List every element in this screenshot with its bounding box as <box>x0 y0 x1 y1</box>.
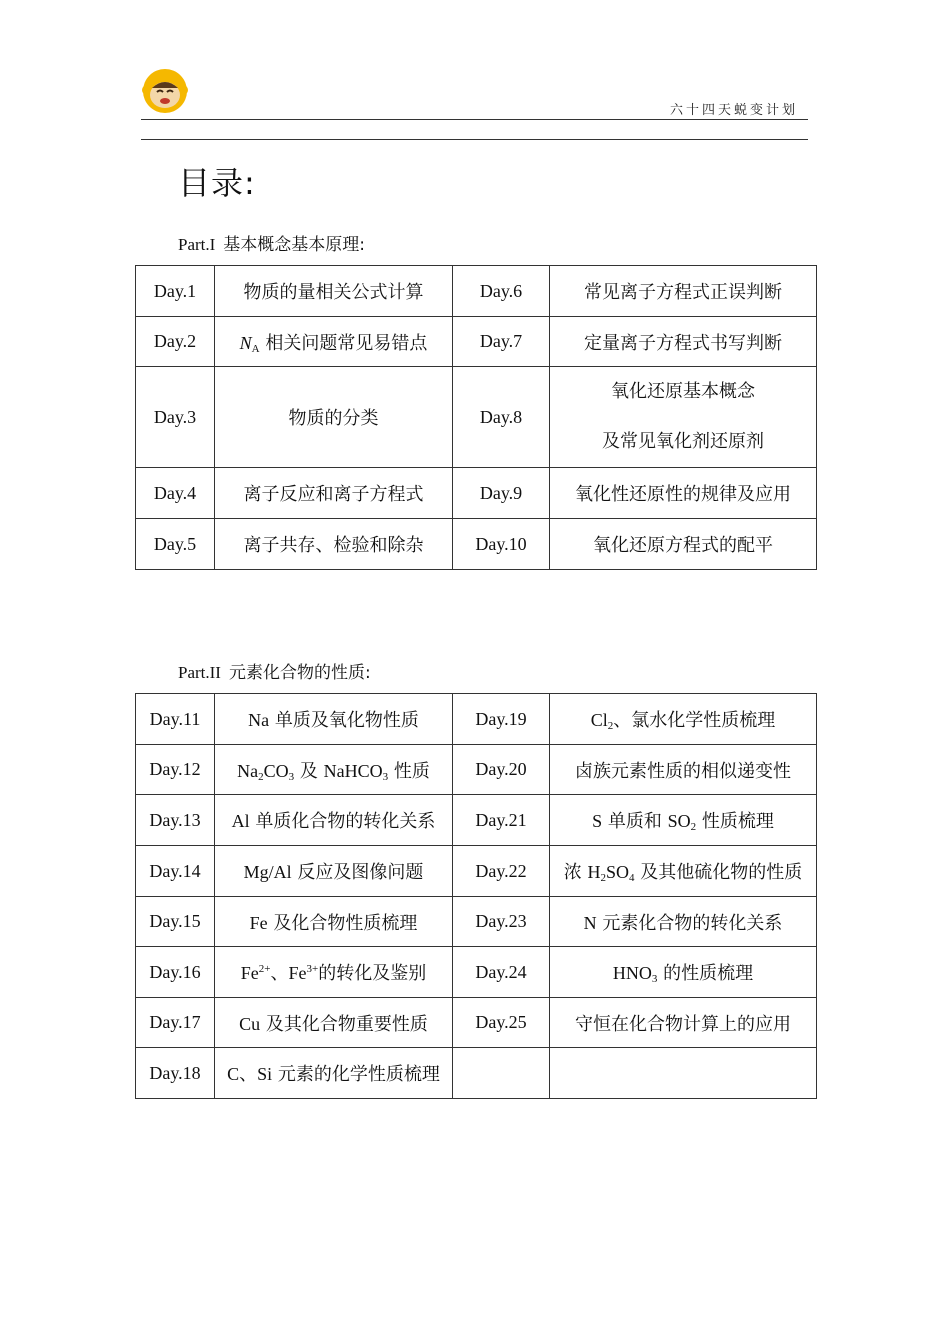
table-row <box>136 519 817 570</box>
topic-cell: 常见离子方程式正误判断 <box>550 266 817 317</box>
topic-cell: Fe 及化合物性质梳理 <box>215 897 453 947</box>
table-row <box>136 694 817 745</box>
table-row <box>136 468 817 519</box>
table-row <box>136 367 817 468</box>
day-label: Day.8 <box>453 367 550 468</box>
part1-label: Part.I <box>178 235 216 254</box>
topic-cell: Al 单质化合物的转化关系 <box>215 795 453 846</box>
topic-cell: $Na_2CO_3$ 及 NaHCO$_3$ 性质 <box>215 745 453 795</box>
topic-cell: 离子共存、检验和除杂 <box>215 519 453 570</box>
day-label <box>453 1048 550 1099</box>
day-label: Day.23 <box>453 897 550 947</box>
part2-table <box>135 693 817 1099</box>
day-label: Day.5 <box>136 519 215 570</box>
day-label: Day.1 <box>136 266 215 317</box>
day-label: Day.2 <box>136 317 215 367</box>
table-row <box>136 998 817 1048</box>
part2-label: Part.II <box>178 663 221 682</box>
topic-cell: 氧化性还原性的规律及应用 <box>550 468 817 519</box>
topic-cell <box>550 1048 817 1099</box>
part2-title: 元素化合物的性质: <box>228 663 371 683</box>
part1-title: 基本概念基本原理: <box>223 235 366 255</box>
topic-cell: $HNO_3$ 的性质梳理 <box>550 947 817 998</box>
topic-cell: C、Si 元素的化学性质梳理 <box>215 1048 453 1099</box>
topic-cell: 守恒在化合物计算上的应用 <box>550 998 817 1048</box>
day-label: Day.24 <box>453 947 550 998</box>
table-row <box>136 795 817 846</box>
day-label: Day.22 <box>453 846 550 897</box>
topic-cell: Mg/Al 反应及图像问题 <box>215 846 453 897</box>
day-label: Day.6 <box>453 266 550 317</box>
topic-cell: $N_A$ 相关问题常见易错点 <box>215 317 453 367</box>
day-label: Day.7 <box>453 317 550 367</box>
day-label: Day.15 <box>136 897 215 947</box>
topic-cell: Cu 及其化合物重要性质 <box>215 998 453 1048</box>
topic-cell: 氧化还原基本概念 及常见氧化剂还原剂 <box>550 367 817 468</box>
part1-heading <box>178 230 365 255</box>
topic-cell: 卤族元素性质的相似递变性 <box>550 745 817 795</box>
day-label: Day.13 <box>136 795 215 846</box>
day-label: Day.11 <box>136 694 215 745</box>
topic-cell: $Fe^{2+}$、$Fe^{3+}$的转化及鉴别 <box>215 947 453 998</box>
day-label: Day.17 <box>136 998 215 1048</box>
topic-cell: 物质的量相关公式计算 <box>215 266 453 317</box>
table-row <box>136 846 817 897</box>
monkey-logo-icon <box>141 68 189 114</box>
day-label: Day.16 <box>136 947 215 998</box>
day-label: Day.19 <box>453 694 550 745</box>
part1-table <box>135 265 817 570</box>
day-label: Day.14 <box>136 846 215 897</box>
header-rule-top <box>141 119 808 120</box>
day-label: Day.9 <box>453 468 550 519</box>
topic-cell: 物质的分类 <box>215 367 453 468</box>
header-rule-bottom <box>141 139 808 140</box>
topic-cell: 定量离子方程式书写判断 <box>550 317 817 367</box>
topic-cell: S 单质和 $SO_2$ 性质梳理 <box>550 795 817 846</box>
topic-cell: 离子反应和离子方程式 <box>215 468 453 519</box>
header-title: 六十四天蜕变计划 <box>669 103 798 118</box>
day-label: Day.21 <box>453 795 550 846</box>
table-row <box>136 745 817 795</box>
day-label: Day.20 <box>453 745 550 795</box>
part2-heading <box>178 658 371 683</box>
topic-cell: Na 单质及氧化物性质 <box>215 694 453 745</box>
table-row <box>136 317 817 367</box>
day-label: Day.25 <box>453 998 550 1048</box>
topic-cell: $Cl_2$、氯水化学性质梳理 <box>550 694 817 745</box>
table-row <box>136 1048 817 1099</box>
topic-cell: N 元素化合物的转化关系 <box>550 897 817 947</box>
day-label: Day.10 <box>453 519 550 570</box>
page-title: 目录: <box>178 164 256 202</box>
day-label: Day.3 <box>136 367 215 468</box>
table-row <box>136 266 817 317</box>
table-row <box>136 897 817 947</box>
table-row <box>136 947 817 998</box>
topic-cell: 浓 $H_2SO_4$ 及其他硫化物的性质 <box>550 846 817 897</box>
day-label: Day.12 <box>136 745 215 795</box>
day-label: Day.18 <box>136 1048 215 1099</box>
topic-cell: 氧化还原方程式的配平 <box>550 519 817 570</box>
day-label: Day.4 <box>136 468 215 519</box>
